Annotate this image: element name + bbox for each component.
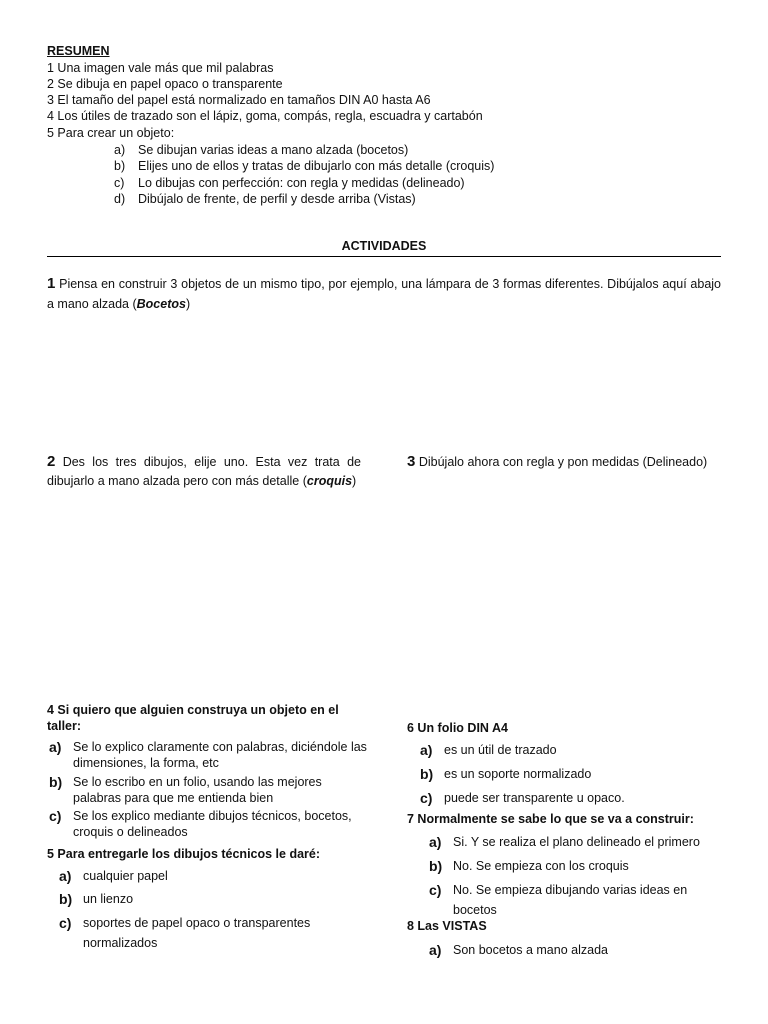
option-text: soportes de papel opaco o transparentes normalizados <box>83 916 311 950</box>
option-text: No. Se empieza dibujando varias ideas en bocetos <box>453 883 688 917</box>
option-item <box>59 890 359 909</box>
list-item <box>114 158 714 174</box>
option-marker: c) <box>59 915 72 931</box>
activity-1-end: ) <box>185 297 191 311</box>
option-item <box>420 741 720 760</box>
resumen-line-5: 5 Para crear un objeto: <box>47 125 175 140</box>
option-text: un lienzo <box>83 892 134 906</box>
option-marker: b) <box>49 773 63 790</box>
question-8-options <box>429 941 719 960</box>
option-marker: b) <box>420 766 434 782</box>
resumen-lines <box>47 60 727 141</box>
option-text: Si. Y se realiza el plano delineado el primero <box>453 835 700 849</box>
list-text: Se dibujan varias ideas a mano alzada (bocetos) <box>138 143 409 157</box>
option-marker: a) <box>49 739 62 755</box>
option-item <box>429 856 719 876</box>
option-item <box>429 832 719 852</box>
option-marker: b) <box>59 891 73 907</box>
list-marker: d) <box>114 191 126 206</box>
list-marker: b) <box>114 159 126 174</box>
option-item <box>420 789 720 808</box>
activity-2 <box>47 452 361 491</box>
activity-3-text: Dibújalo ahora con regla y pon medidas (Delineado) <box>418 455 708 469</box>
activity-2-end: ) <box>352 474 357 488</box>
option-text: Se los explico mediante dibujos técnicos, bocetos, croquis o delineados <box>73 809 352 840</box>
option-marker: a) <box>429 942 442 958</box>
list-text: Lo dibujas con perfección: con regla y medidas (delineado) <box>138 175 465 190</box>
option-marker: c) <box>420 790 433 806</box>
activity-2-text: Des los tres dibujos, elije uno. Esta vez trata de dibujarlo a mano alzada pero con más detalle ( <box>47 455 361 488</box>
option-text: es un útil de trazado <box>444 743 557 757</box>
option-item <box>49 808 369 841</box>
option-marker: a) <box>429 834 442 850</box>
question-7-options <box>429 832 719 920</box>
activity-1-text: Piensa en construir 3 objetos de un mismo tipo, por ejemplo, una lámpara de 3 formas diferentes. Dibújalos aquí abajo a mano alzada ( <box>47 277 722 311</box>
question-7-title: 7 Normalmente se sabe lo que se va a construir: <box>407 812 694 826</box>
option-marker: a) <box>420 742 433 758</box>
resumen-line-3: 3 El tamaño del papel está normalizado en tamaños DIN A0 hasta A6 <box>47 93 431 108</box>
option-text: es un soporte normalizado <box>444 767 592 781</box>
option-item <box>49 739 369 772</box>
list-text: Elijes uno de ellos y tratas de dibujarlo con más detalle (croquis) <box>138 159 495 174</box>
resumen-line-2: 2 Se dibuja en papel opaco o transparente <box>47 76 283 91</box>
question-5-title: 5 Para entregarle los dibujos técnicos le daré: <box>47 847 321 861</box>
question-5-options <box>59 867 359 953</box>
option-text: Se lo escribo en un folio, usando las mejores palabras para que me entienda bien <box>73 774 322 805</box>
activity-3-number: 3 <box>407 453 416 470</box>
option-item <box>429 880 719 920</box>
option-marker: c) <box>49 808 62 825</box>
list-marker: a) <box>114 143 126 157</box>
question-6-options <box>420 741 720 808</box>
question-6-title: 6 Un folio DIN A4 <box>407 721 508 735</box>
activity-3 <box>407 452 727 472</box>
option-item <box>59 913 359 953</box>
option-item <box>49 774 369 807</box>
activity-2-emphasis: croquis <box>306 474 353 488</box>
resumen-heading: RESUMEN <box>47 44 110 58</box>
question-4-options <box>49 739 369 841</box>
option-text: puede ser transparente u opaco. <box>444 791 625 805</box>
list-item <box>114 142 714 158</box>
resumen-sublist <box>114 142 714 207</box>
activity-1 <box>47 274 721 314</box>
section-divider <box>47 256 721 257</box>
option-marker: c) <box>429 882 442 898</box>
question-8-title: 8 Las VISTAS <box>407 919 487 933</box>
activity-2-number: 2 <box>47 453 56 470</box>
option-item <box>420 765 720 784</box>
list-marker: c) <box>114 175 125 190</box>
question-4-title: 4 Si quiero que alguien construya un objeto en el taller: <box>47 703 339 734</box>
list-text: Dibújalo de frente, de perfil y desde arriba (Vistas) <box>138 191 416 206</box>
list-item <box>114 191 714 207</box>
option-text: Son bocetos a mano alzada <box>453 943 608 957</box>
actividades-heading: ACTIVIDADES <box>341 239 427 253</box>
option-text: cualquier papel <box>83 869 168 883</box>
option-marker: b) <box>429 858 443 874</box>
resumen-line-1: 1 Una imagen vale más que mil palabras <box>47 60 274 75</box>
option-marker: a) <box>59 868 72 884</box>
list-item <box>114 175 714 191</box>
activity-1-emphasis: Bocetos <box>136 297 186 311</box>
option-item <box>429 941 719 960</box>
option-text: No. Se empieza con los croquis <box>453 859 629 873</box>
resumen-line-4: 4 Los útiles de trazado son el lápiz, goma, compás, regla, escuadra y cartabón <box>47 109 483 124</box>
option-item <box>59 867 359 886</box>
activity-1-number: 1 <box>47 275 56 292</box>
option-text: Se lo explico claramente con palabras, diciéndole las dimensiones, la forma, etc <box>73 740 367 771</box>
